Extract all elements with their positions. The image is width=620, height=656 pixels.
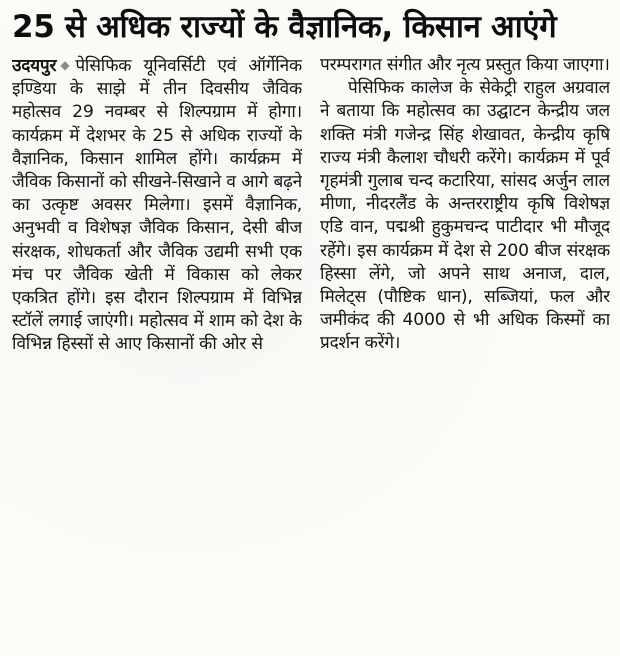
dateline-bullet-icon: ◆ <box>60 58 70 72</box>
col2-paragraph-1: परम्परागत संगीत और नृत्य प्रस्तुत किया जाएगा। <box>320 55 610 75</box>
col2-paragraph-2: पेसिफिक कालेज के सेकेट्री राहुल अग्रवाल ने बताया कि महोत्सव का उद्घाटन केन्द्रीय जल शक्ति मंत्री गजेन्द्र सिंह शेखावत, केन्द्रीय कृषि राज्य मंत्री कैलाश चौधरी करेंगे। कार्यक्रम में पूर्व गृहमंत्री गुलाब चन्द कटारिया, सांसद अर्जुन लाल मीणा, नीदरलैंड के अन्तरराष्ट्रीय कृषि विशेषज्ञ एडि वान, पद्मश्री हुकुमचन्द पाटीदार भी मौजूद रहेंगे। इस कार्यक्रम में देश से 200 बीज संरक्षक हिस्सा लेंगे, जो अपने साथ अनाज, दाल, मिलेट्स (पौष्टिक धान), सब्जियां, फल और जमीकंद की 4000 से भी अधिक किस्मों का प्रदर्शन करेंगे। <box>320 78 610 354</box>
article-columns <box>12 54 610 650</box>
column-1 <box>12 54 302 650</box>
headline: 25 से अधिक राज्यों के वैज्ञानिक, किसान आएंगे <box>12 9 557 45</box>
col1-paragraph-1 <box>12 54 302 357</box>
column-2 <box>320 54 610 650</box>
col1-text: पेसिफिक यूनिवर्सिटी एवं ऑर्गेनिक इण्डिया के साझे में तीन दिवसीय जैविक महोत्सव 29 नवम्बर से शिल्पग्राम में होगा। कार्यक्रम में देशभर के 25 से अधिक राज्यों के वैज्ञानिक, किसान शामिल होंगे। कार्यक्रम में जैविक किसानों को सीखने-सिखाने व आगे बढ़ने का उत्कृष्ट अवसर मिलेगा। इसमें वैज्ञानिक, अनुभवी व विशेषज्ञ जैविक किसान, देसी बीज संरक्षक, शोधकर्ता और जैविक उद्यमी सभी एक मंच पर जैविक खेती में विकास को लेकर एकत्रित होंगे। इस दौरान शिल्पग्राम में विभिन्न स्टॉलें लगाई जाएंगी। महोत्सव में शाम को देश के विभिन्न हिस्सों से आए किसानों की ओर से <box>12 56 302 355</box>
dateline: उदयपुर <box>12 56 57 76</box>
